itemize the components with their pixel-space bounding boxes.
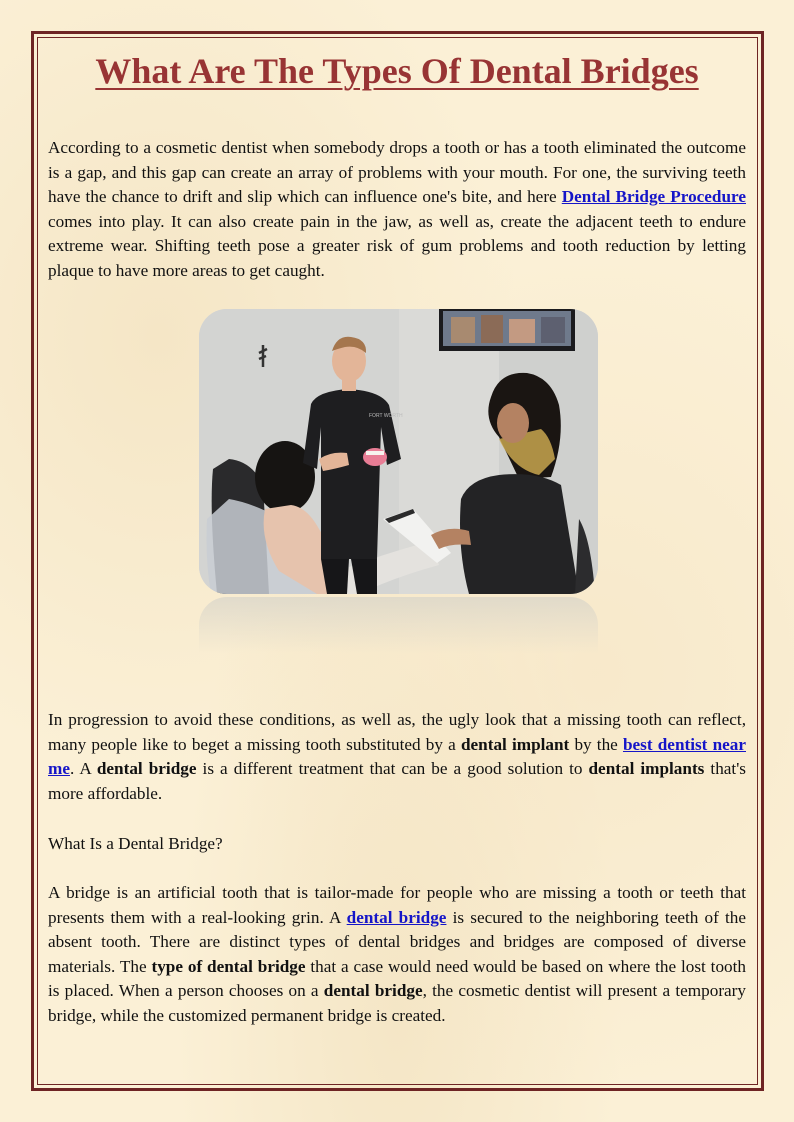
page-title: What Are The Types Of Dental Bridges bbox=[95, 51, 699, 91]
photo-reflection bbox=[199, 597, 598, 653]
bold-dental-bridge: dental bridge bbox=[96, 759, 197, 779]
dentist-with-patient-photo bbox=[199, 309, 598, 594]
scrub-text: FORT WORTH bbox=[369, 413, 403, 419]
dental-bridge-link[interactable]: dental bridge bbox=[346, 907, 447, 927]
bridge-definition-paragraph: A bridge is an artificial tooth that is tailor-made for people who are missing a tooth or teeth that presents them with a real-looking grin. A dental bridge is secured to the neighboring teeth of the absent tooth. There are distinct types of dental bridges and bridges are composed of diverse materials. The type of dental bridge that a case would need would be based on where the lost tooth is placed. When a person chooses on a dental bridge, the cosmetic dentist will present a temporary bridge, while the customized permanent bridge is created. bbox=[48, 883, 746, 1025]
section-heading: What Is a Dental Bridge? bbox=[48, 834, 223, 853]
best-dentist-near-me-link[interactable]: best dentist near me bbox=[48, 734, 746, 779]
bold-dental-bridge-2: dental bridge bbox=[323, 981, 423, 1001]
bold-dental-implant: dental implant bbox=[460, 734, 570, 754]
bold-dental-implants: dental implants bbox=[588, 759, 705, 779]
tv-screen bbox=[439, 309, 575, 351]
implant-paragraph: In progression to avoid these conditions, as well as, the ugly look that a missing tooth can reflect, many people like to beget a missing tooth substituted by a dental implant by the best dentist near me. A dental bridge is a different treatment that can be a good solution to dental implants that's more affordable. bbox=[48, 710, 746, 803]
intro-paragraph: According to a cosmetic dentist when somebody drops a tooth or has a tooth eliminated the outcome is a gap, and this gap can create an array of problems with your mouth. For one, the surviving teeth have the chance to drift and slip which can influence one's bite, and here Dental Bridge Procedure comes into play. It can also create pain in the jaw, as well as, create the adjacent teeth to endure extreme wear. Shifting teeth pose a greater risk of gum problems and tooth reduction by letting plaque to have more areas to get caught. bbox=[48, 138, 746, 280]
bold-type-of-dental-bridge: type of dental bridge bbox=[151, 956, 306, 976]
dental-bridge-procedure-link[interactable]: Dental Bridge Procedure bbox=[561, 187, 746, 207]
